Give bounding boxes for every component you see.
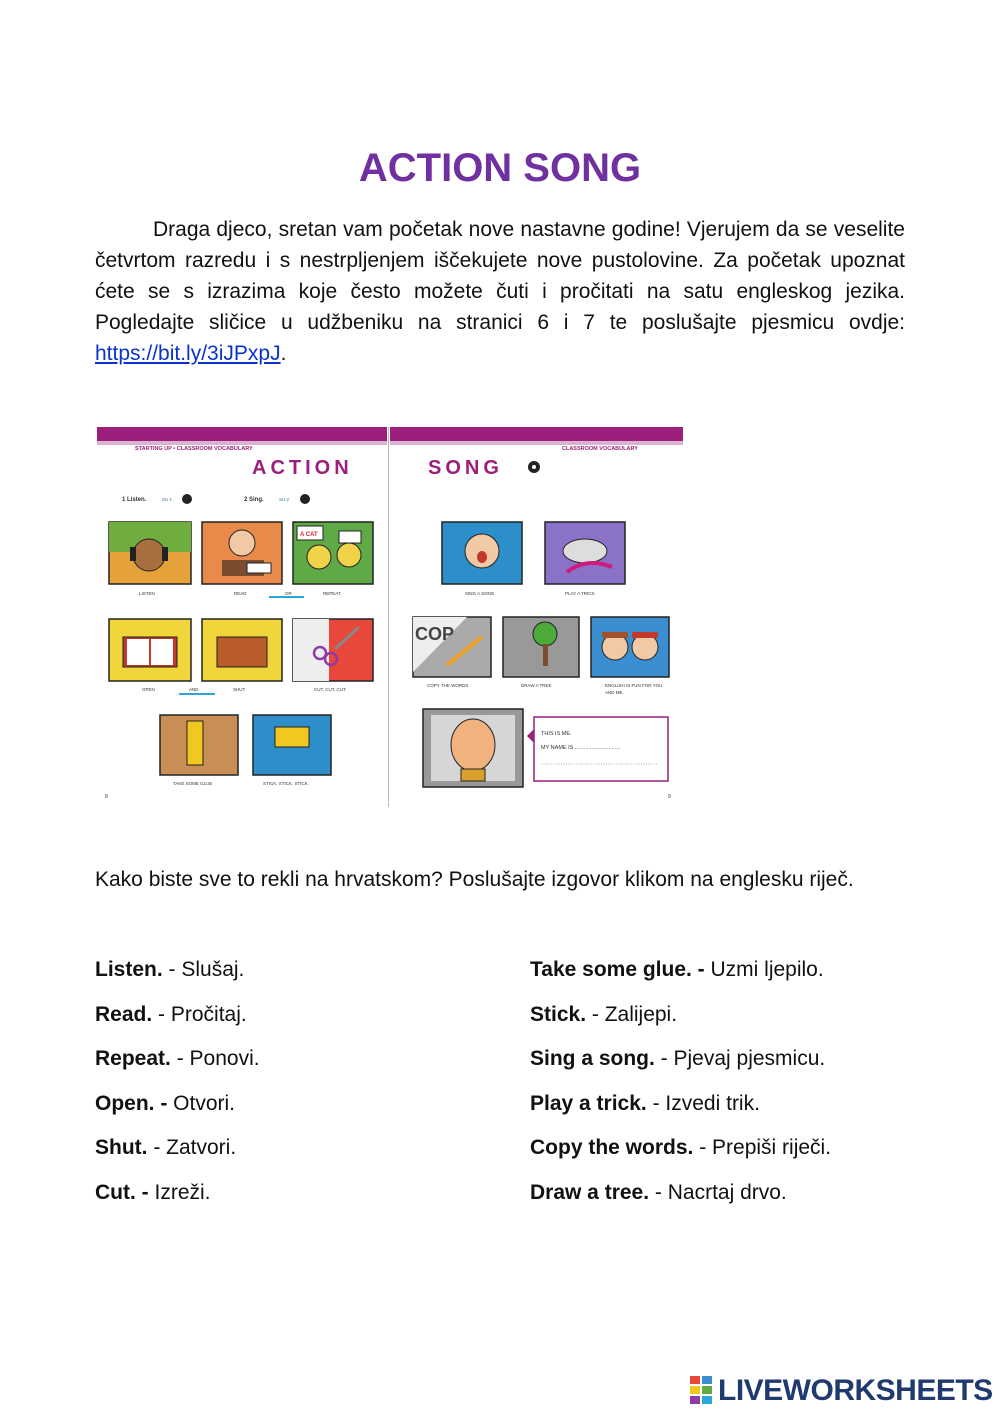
- vocab-croatian: Uzmi ljepilo.: [704, 958, 824, 981]
- panel-open: [109, 619, 191, 681]
- this-is-me-label: THIS IS ME.: [541, 731, 572, 737]
- vocab-croatian: - Prepiši riječi.: [693, 1136, 832, 1160]
- vocab-english[interactable]: Repeat.: [95, 1047, 171, 1071]
- page-title: ACTION SONG: [358, 146, 642, 190]
- vocab-croatian: Izreži.: [148, 1180, 211, 1204]
- liveworksheets-logo-icon: [690, 1376, 714, 1406]
- textbook-title-action: ACTION: [252, 457, 353, 479]
- vocab-croatian: - Izvedi trik.: [646, 1091, 760, 1115]
- vocab-row: [530, 1134, 831, 1179]
- panel-trick: [545, 522, 625, 584]
- panel-tree: [503, 617, 579, 677]
- vocab-english[interactable]: Listen.: [95, 958, 163, 981]
- vocab-row: [95, 1045, 260, 1090]
- step2-label: 2 Sing.: [244, 497, 264, 503]
- cop-text: COP: [415, 624, 455, 644]
- vocab-croatian: - Zalijepi.: [586, 1002, 678, 1026]
- caption-open: OPEN: [142, 687, 155, 692]
- vocab-croatian: - Nacrtaj drvo.: [649, 1180, 787, 1204]
- vocab-croatian: Otvori.: [167, 1091, 236, 1115]
- vocab-english[interactable]: Play a trick.: [530, 1091, 647, 1115]
- vocab-croatian: - Pročitaj.: [152, 1002, 247, 1026]
- vocab-english[interactable]: Draw a tree.: [530, 1180, 650, 1204]
- vocab-english[interactable]: Stick.: [530, 1002, 587, 1026]
- vocab-english[interactable]: Read.: [95, 1002, 153, 1026]
- panel-read: [202, 522, 282, 584]
- vocab-row: [530, 1179, 831, 1224]
- intro-text: Draga djeco, sretan vam početak nove nastavne godine! Vjerujem da se veselite četvrtom razredu i s nestrpljenjem iščekujete nove pustolovine. Za početak upoznat ćete se s izrazima koje često možete čuti i pročitati na satu engleskog jezika. Pogledajte sličice u udžbeniku na stranici 6 i 7 te poslušajte pjesmicu ovdje:: [95, 218, 905, 334]
- vocab-row: [95, 1001, 260, 1046]
- caption-listen: LISTEN: [139, 591, 155, 596]
- my-name-is-label: MY NAME IS ..............................: [541, 745, 621, 751]
- song-link[interactable]: https://bit.ly/3iJPxpJ: [95, 342, 281, 365]
- textbook-spread-image: [97, 427, 683, 807]
- vocab-row: [95, 1134, 260, 1179]
- vocab-list-right: [530, 956, 831, 1224]
- vocab-english[interactable]: Copy the words.: [530, 1136, 694, 1160]
- vocab-row: [530, 956, 831, 1001]
- caption-read: READ: [234, 591, 247, 596]
- caption-repeat: REPEAT.: [323, 591, 342, 596]
- vocab-croatian: - Pjevaj pjesmicu.: [654, 1047, 826, 1071]
- vocab-croatian: - Ponovi.: [170, 1047, 260, 1071]
- bubble-a-cat: A CAT: [300, 532, 318, 538]
- instruction-text: Kako biste sve to rekli na hrvatskom? Poslušajte izgovor klikom na englesku riječ.: [95, 868, 854, 891]
- vocab-english[interactable]: Cut. -: [95, 1180, 149, 1204]
- caption-and: AND: [189, 687, 199, 692]
- caption-sing: SING A SONG: [465, 591, 495, 596]
- liveworksheets-logo: [690, 1372, 993, 1408]
- caption-fun-1: ENGLISH IS FUN FOR YOU: [605, 683, 663, 688]
- vocab-row: [95, 956, 260, 1001]
- page-number-right: 9: [668, 794, 671, 800]
- vocab-croatian: - Zatvori.: [147, 1136, 237, 1160]
- page-number-left: 8: [105, 794, 108, 800]
- intro-paragraph: [95, 214, 905, 369]
- audio-disc-icon: [182, 494, 192, 504]
- vocab-row: [95, 1179, 260, 1224]
- vocab-row: [95, 1090, 260, 1135]
- panel-sing: [442, 522, 522, 584]
- panel-glue: [160, 715, 238, 775]
- caption-fun-2: AND ME.: [605, 690, 624, 695]
- textbook-title-song: SONG: [428, 457, 503, 479]
- caption-shut: SHUT: [233, 687, 246, 692]
- right-page-header: CLASSROOM VOCABULARY: [562, 446, 638, 452]
- caption-glue: TAKE SOME GLUE: [173, 781, 213, 786]
- step1-track: SU 1: [162, 497, 173, 502]
- panel-shut: [202, 619, 282, 681]
- intro-end: .: [280, 342, 287, 365]
- vocab-list-left: [95, 956, 260, 1224]
- caption-trick: PLAY A TRICK.: [565, 591, 596, 596]
- caption-or: OR: [285, 591, 292, 596]
- step1-label: 1 Listen.: [122, 497, 147, 503]
- caption-stick: STICK, STICK, STICK.: [263, 781, 310, 786]
- liveworksheets-brand: LIVEWORKSHEETS: [718, 1374, 993, 1407]
- vocab-row: [530, 1001, 831, 1046]
- caption-cut: CUT, CUT, CUT.: [314, 687, 347, 692]
- vocab-english[interactable]: Sing a song.: [530, 1047, 655, 1071]
- vocab-row: [530, 1090, 831, 1135]
- vocab-croatian: - Slušaj.: [162, 958, 245, 981]
- panel-self-portrait: [423, 709, 523, 787]
- panel-stick: [253, 715, 331, 775]
- vocab-english[interactable]: Take some glue. -: [530, 958, 705, 981]
- audio-disc-icon: [300, 494, 310, 504]
- vocab-english[interactable]: Shut.: [95, 1136, 148, 1160]
- vocab-row: [530, 1045, 831, 1090]
- vocab-english[interactable]: Open. -: [95, 1091, 168, 1115]
- left-page-header: STARTING UP • CLASSROOM VOCABULARY: [135, 446, 253, 452]
- step2-track: SU 2: [279, 497, 290, 502]
- panel-fun: [591, 617, 669, 677]
- panel-cut: [293, 619, 373, 681]
- panel-listen: [109, 522, 191, 584]
- caption-copy: COPY THE WORDS: [427, 683, 469, 688]
- caption-tree: DRAW A TREE: [521, 683, 552, 688]
